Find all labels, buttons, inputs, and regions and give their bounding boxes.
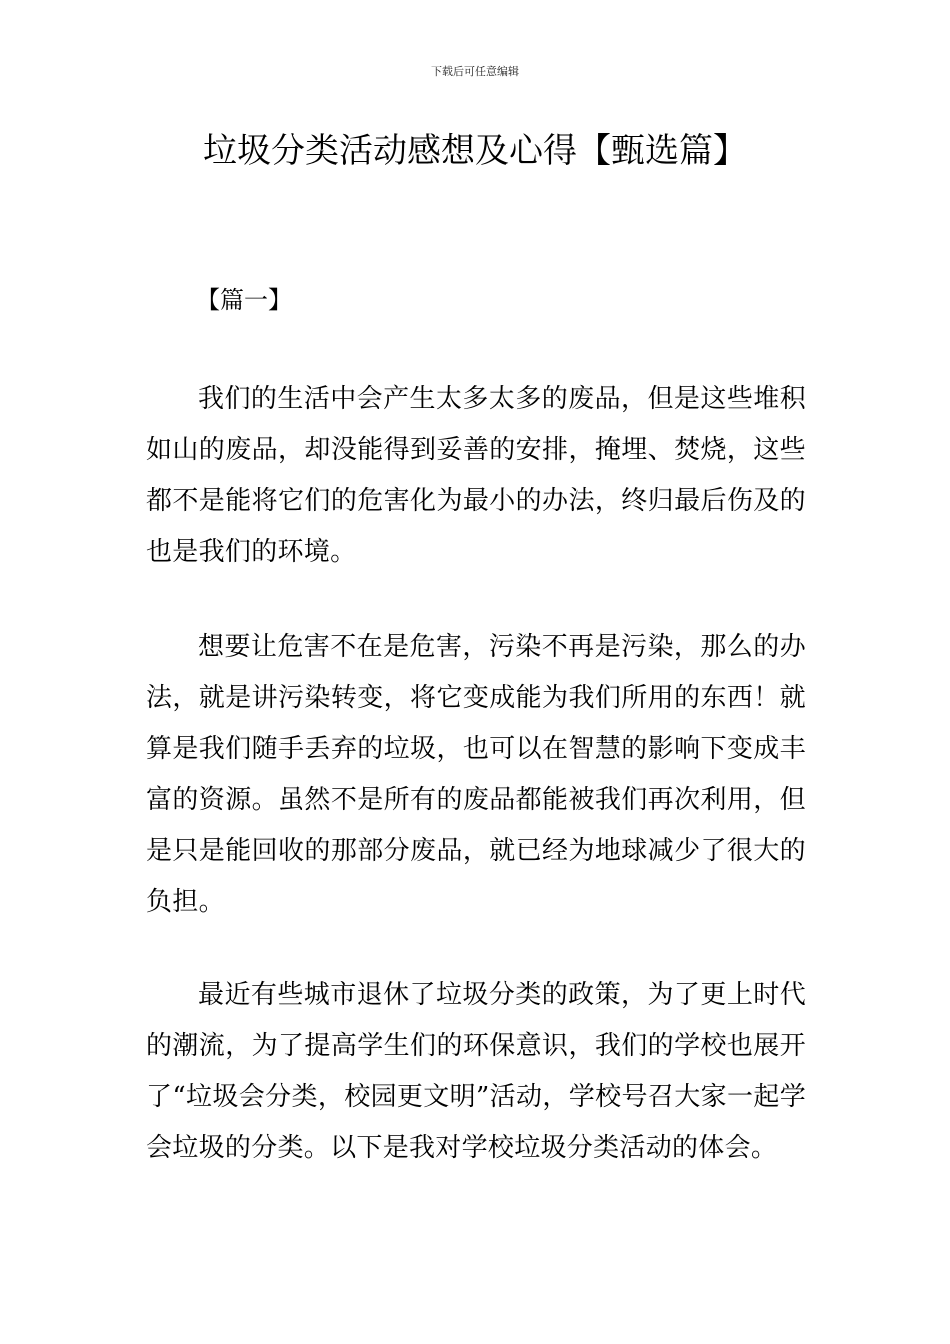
paragraph-2: 想要让危害不在是危害，污染不再是污染，那么的办法，就是讲污染转变，将它变成能为我们所用的东西！就算是我们随手丢弃的垃圾，也可以在智慧的影响下变成丰富的资源。虽然不是所有的废品都能被我们再次利用，但是只是能回收的那部分废品，就已经为地球减少了很大的负担。 xyxy=(146,632,806,917)
document-title: 垃圾分类活动感想及心得【甄选篇】 xyxy=(203,131,747,171)
paragraph-3: 最近有些城市退休了垃圾分类的政策，为了更上时代的潮流，为了提高学生们的环保意识，我们的学校也展开了“垃圾会分类，校园更文明”活动，学校号召大家一起学会垃圾的分类。以下是我对学校垃圾分类活动的体会。 xyxy=(146,980,806,1163)
paragraph-1: 我们的生活中会产生太多太多的废品，但是这些堆积如山的废品，却没能得到妥善的安排，掩埋、焚烧，这些都不是能将它们的危害化为最小的办法，终归最后伤及的也是我们的环境。 xyxy=(146,384,806,567)
section-label: 【篇一】 xyxy=(196,286,292,314)
header-note: 下载后可任意编辑 xyxy=(431,65,519,78)
